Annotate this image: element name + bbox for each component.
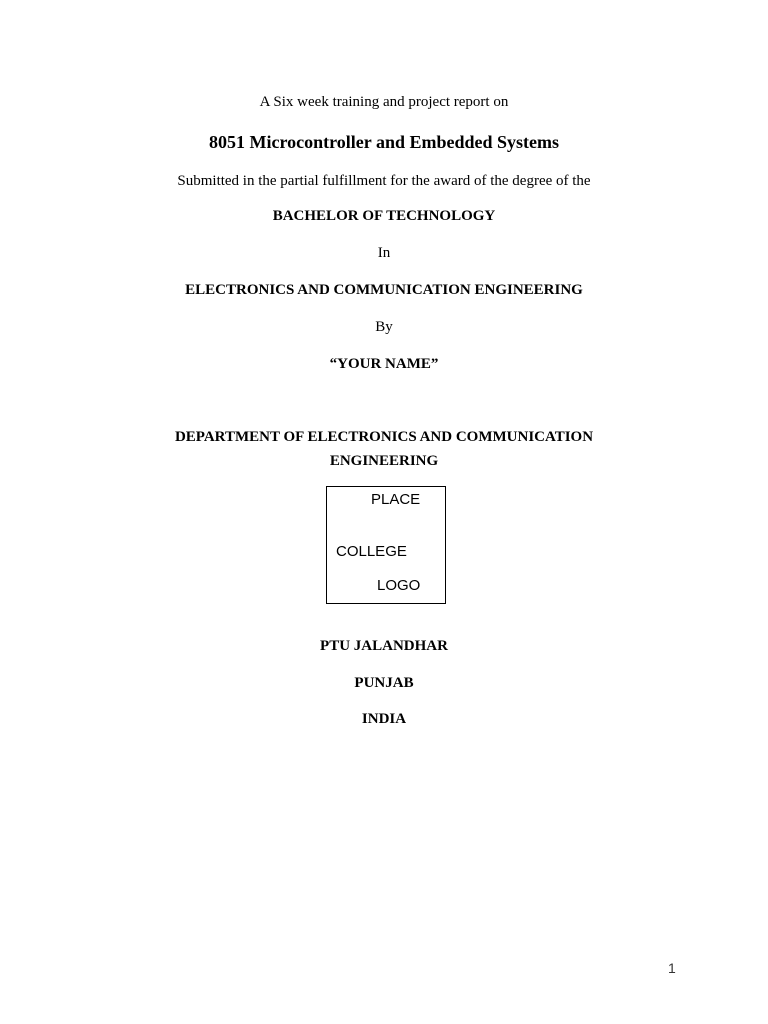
country-line: INDIA xyxy=(361,711,407,727)
university-line: PTU JALANDHAR xyxy=(320,638,448,654)
branch-line: ELECTRONICS AND COMMUNICATION ENGINEERING xyxy=(185,282,583,298)
college-logo-placeholder xyxy=(326,486,446,604)
department-line-2: ENGINEERING xyxy=(329,453,439,469)
report-title: 8051 Microcontroller and Embedded Systems xyxy=(209,132,559,152)
degree-line: BACHELOR OF TECHNOLOGY xyxy=(272,208,496,224)
intro-line: A Six week training and project report on xyxy=(259,94,509,110)
logo-placeholder-line-3: LOGO xyxy=(377,577,421,594)
by-line: By xyxy=(375,319,393,335)
logo-placeholder-line-2: COLLEGE xyxy=(336,543,407,560)
page-number: 1 xyxy=(668,960,676,976)
state-line: PUNJAB xyxy=(354,675,414,691)
in-line: In xyxy=(377,245,391,261)
author-name: “YOUR NAME” xyxy=(329,356,439,372)
department-line-1: DEPARTMENT OF ELECTRONICS AND COMMUNICATION xyxy=(174,429,594,445)
logo-placeholder-line-1: PLACE xyxy=(371,491,421,508)
submitted-line: Submitted in the partial fulfillment for the award of the degree of the xyxy=(177,173,591,189)
